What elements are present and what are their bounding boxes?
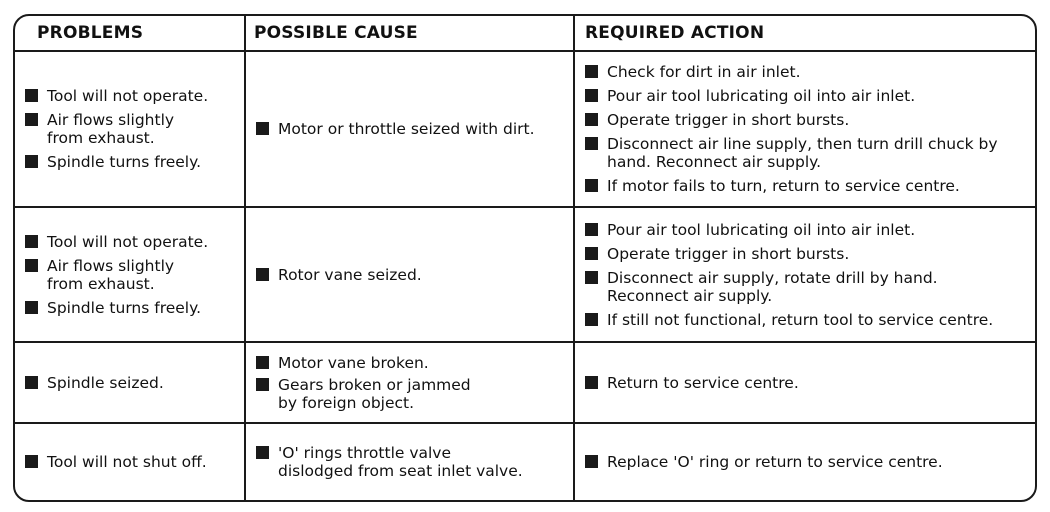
- header-problems: PROBLEMS: [15, 16, 246, 52]
- list-item: Air flows slightly from exhaust.: [25, 257, 236, 293]
- row-1-cause: [246, 52, 575, 208]
- list-item: Rotor vane seized.: [256, 266, 565, 284]
- list-item: Check for dirt in air inlet.: [585, 63, 1027, 81]
- list-item: Operate trigger in short bursts.: [585, 111, 1027, 129]
- bullet-square-icon: [25, 259, 38, 272]
- list-item: Spindle turns freely.: [25, 299, 236, 317]
- list-item: Pour air tool lubricating oil into air inlet.: [585, 87, 1027, 105]
- bullet-square-icon: [25, 376, 38, 389]
- list-item: Tool will not operate.: [25, 233, 236, 251]
- row-2-action: [575, 208, 1035, 343]
- list-item: Air flows slightly from exhaust.: [25, 111, 236, 147]
- list-item: Return to service centre.: [585, 374, 1027, 392]
- bullet-square-icon: [585, 179, 598, 192]
- row-2-cause: [246, 208, 575, 343]
- list-item: If motor fails to turn, return to service centre.: [585, 177, 1027, 195]
- list-item: Pour air tool lubricating oil into air inlet.: [585, 221, 1027, 239]
- row-4-cause: [246, 424, 575, 500]
- bullet-square-icon: [585, 65, 598, 78]
- list-item: Spindle turns freely.: [25, 153, 236, 171]
- bullet-square-icon: [585, 376, 598, 389]
- row-3-cause: [246, 343, 575, 424]
- list-item: Tool will not operate.: [25, 87, 236, 105]
- list-item: If still not functional, return tool to service centre.: [585, 311, 1027, 329]
- row-4-action: [575, 424, 1035, 500]
- bullet-square-icon: [585, 89, 598, 102]
- list-item: Disconnect air line supply, then turn drill chuck by hand. Reconnect air supply.: [585, 135, 1027, 171]
- list-item: 'O' rings throttle valve dislodged from seat inlet valve.: [256, 444, 565, 480]
- row-3-problems: [15, 343, 246, 424]
- list-item: Disconnect air supply, rotate drill by hand. Reconnect air supply.: [585, 269, 1027, 305]
- list-item: Gears broken or jammed by foreign object.: [256, 376, 565, 412]
- bullet-square-icon: [585, 137, 598, 150]
- bullet-square-icon: [585, 223, 598, 236]
- bullet-square-icon: [585, 247, 598, 260]
- bullet-square-icon: [25, 113, 38, 126]
- bullet-square-icon: [256, 268, 269, 281]
- bullet-square-icon: [25, 155, 38, 168]
- troubleshooting-table: [13, 14, 1037, 502]
- list-item: Spindle seized.: [25, 374, 236, 392]
- list-item: Operate trigger in short bursts.: [585, 245, 1027, 263]
- bullet-square-icon: [25, 89, 38, 102]
- list-item: Tool will not shut off.: [25, 453, 236, 471]
- bullet-square-icon: [256, 378, 269, 391]
- bullet-square-icon: [585, 113, 598, 126]
- list-item: Motor vane broken.: [256, 354, 565, 372]
- row-1-action: [575, 52, 1035, 208]
- bullet-square-icon: [25, 235, 38, 248]
- list-item: Motor or throttle seized with dirt.: [256, 120, 565, 138]
- header-required-action: REQUIRED ACTION: [575, 16, 1035, 52]
- row-4-problems: [15, 424, 246, 500]
- bullet-square-icon: [585, 455, 598, 468]
- bullet-square-icon: [256, 446, 269, 459]
- row-3-action: [575, 343, 1035, 424]
- list-item: Replace 'O' ring or return to service centre.: [585, 453, 1027, 471]
- bullet-square-icon: [585, 271, 598, 284]
- bullet-square-icon: [25, 301, 38, 314]
- bullet-square-icon: [256, 356, 269, 369]
- row-1-problems: [15, 52, 246, 208]
- row-2-problems: [15, 208, 246, 343]
- header-possible-cause: POSSIBLE CAUSE: [246, 16, 575, 52]
- bullet-square-icon: [256, 122, 269, 135]
- bullet-square-icon: [25, 455, 38, 468]
- bullet-square-icon: [585, 313, 598, 326]
